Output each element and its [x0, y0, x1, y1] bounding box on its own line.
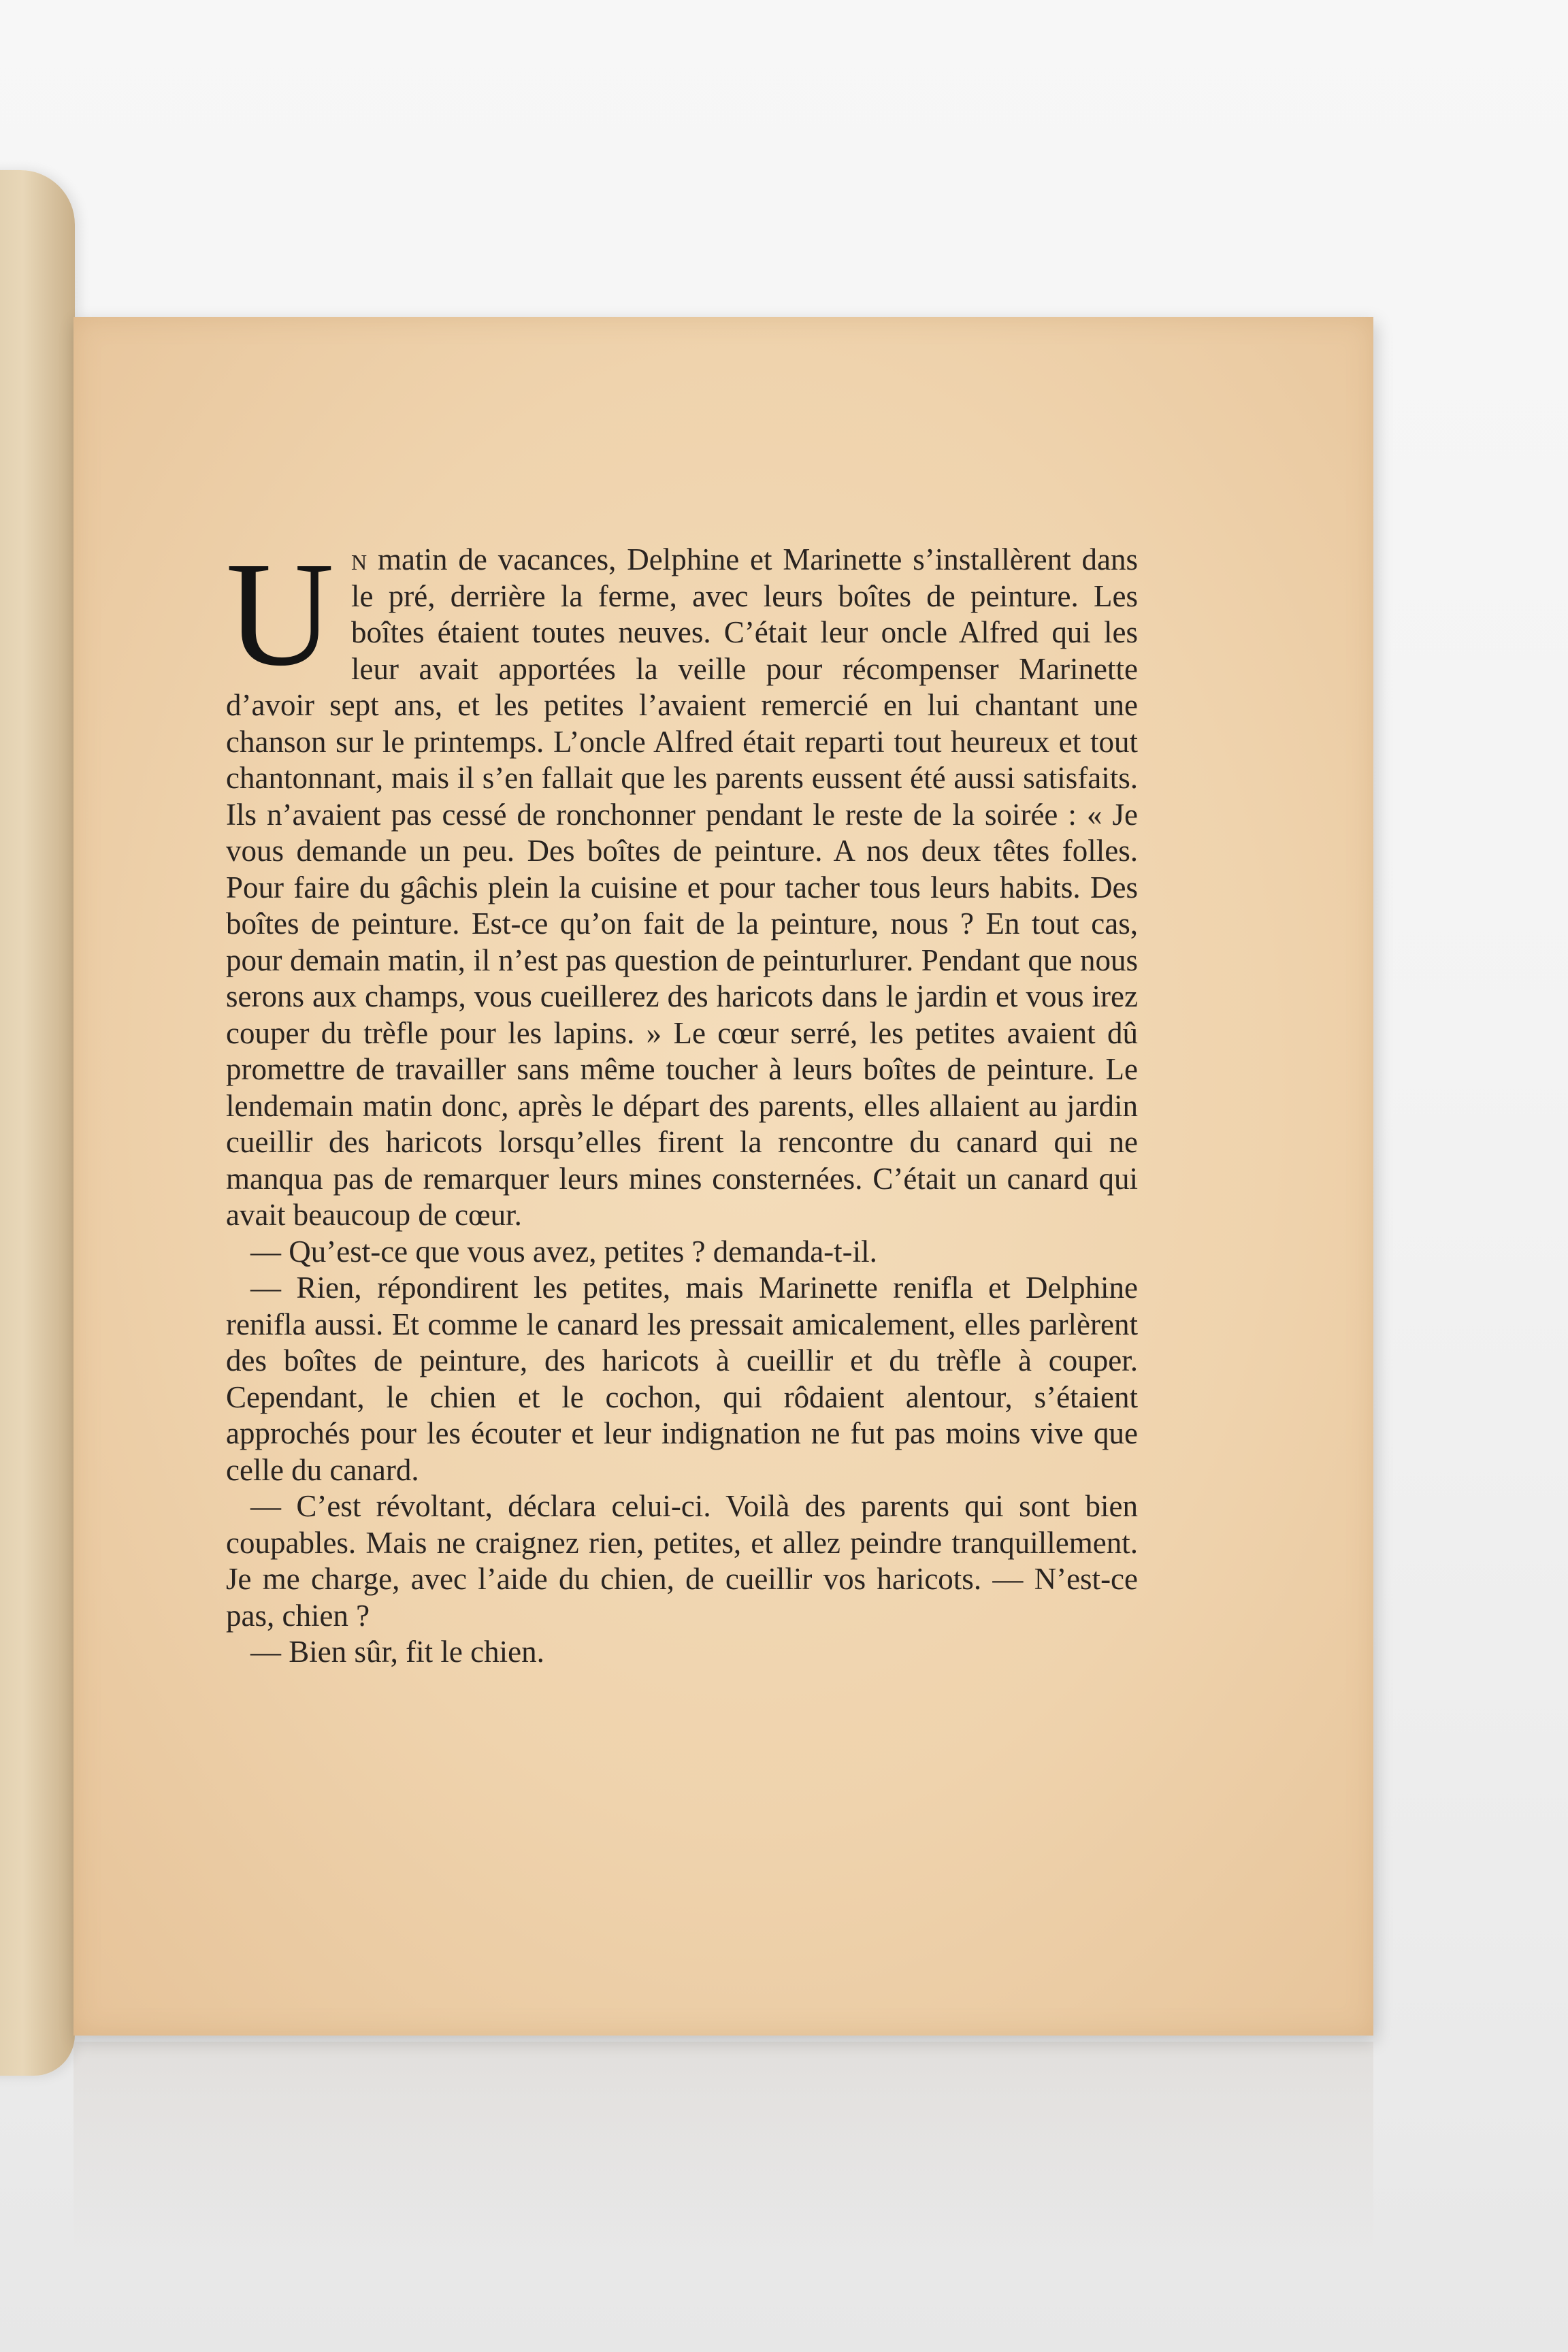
dialogue-paragraph-1: — Qu’est-ce que vous avez, petites ? demanda-t-il. — [250, 1234, 877, 1269]
book-page — [74, 317, 1373, 2036]
page-text — [226, 531, 1138, 1671]
dialogue-paragraph-3: — C’est révoltant, déclara celui-ci. Voilà des parents qui sont bien coupables. Mais ne craignez rien, petites, et allez peindre tranquillement. Je me charge, avec l’aide du chien, de cueillir vos haricots. — N’est-ce pas, chien ? — [226, 1489, 1138, 1633]
drop-cap-continuation: n — [351, 542, 368, 576]
first-paragraph — [226, 542, 1138, 1234]
left-page-edge — [0, 170, 75, 2076]
first-paragraph-text: matin de vacances, Delphine et Marinette s’installèrent dans le pré, derrière la ferme, avec leurs boîtes de peinture. Les boîtes étaient toutes neuves. C’était leur oncle Alfred qui les leur avait apportées la veille pour récompenser Marinette d’avoir sept ans, et les petites l’avaient remercié en lui chantant une chanson sur le printemps. L’oncle Alfred était reparti tout heureux et tout chantonnant, mais il s’en fallait que les parents eussent été aussi satisfaits. Ils n’avaient pas cessé de ronchonner pendant le reste de la soirée : « Je vous demande un peu. Des boîtes de peinture. A nos deux têtes folles. Pour faire du gâchis plein la cuisine et pour tacher tous leurs habits. Des boîtes de peinture. Est-ce qu’on fait de la peinture, nous ? En tout cas, pour demain matin, il n’est pas question de peinturlurer. Pendant que nous serons aux champs, vous cueillerez des haricots dans le jardin et vous irez couper du trèfle pour les lapins. » Le cœur serré, les petites avaient dû promettre de travailler sans même toucher à leurs boîtes de peinture. Le lendemain matin donc, après le départ des parents, elles allaient au jardin cueillir des haricots lorsqu’elles firent la rencontre du canard qui ne manqua pas de remarquer leurs mines consternées. C’était un canard qui avait beaucoup de cœur. — [226, 542, 1138, 1232]
table-reflection — [74, 2042, 1373, 2352]
dialogue-paragraph-4: — Bien sûr, fit le chien. — [250, 1635, 544, 1669]
dialogue-paragraph-2: — Rien, répondirent les petites, mais Marinette renifla et Delphine renifla aussi. Et comme le canard les pressait amicalement, elles parlèrent des boîtes de peinture, des haricots à cueillir et du trèfle à couper. Cependant, le chien et le cochon, qui rôdaient alentour, s’étaient approchés pour les écouter et leur indignation ne fut pas moins vive que celle du canard. — [226, 1271, 1138, 1487]
drop-cap-box — [226, 531, 346, 697]
drop-cap: U — [226, 531, 334, 697]
